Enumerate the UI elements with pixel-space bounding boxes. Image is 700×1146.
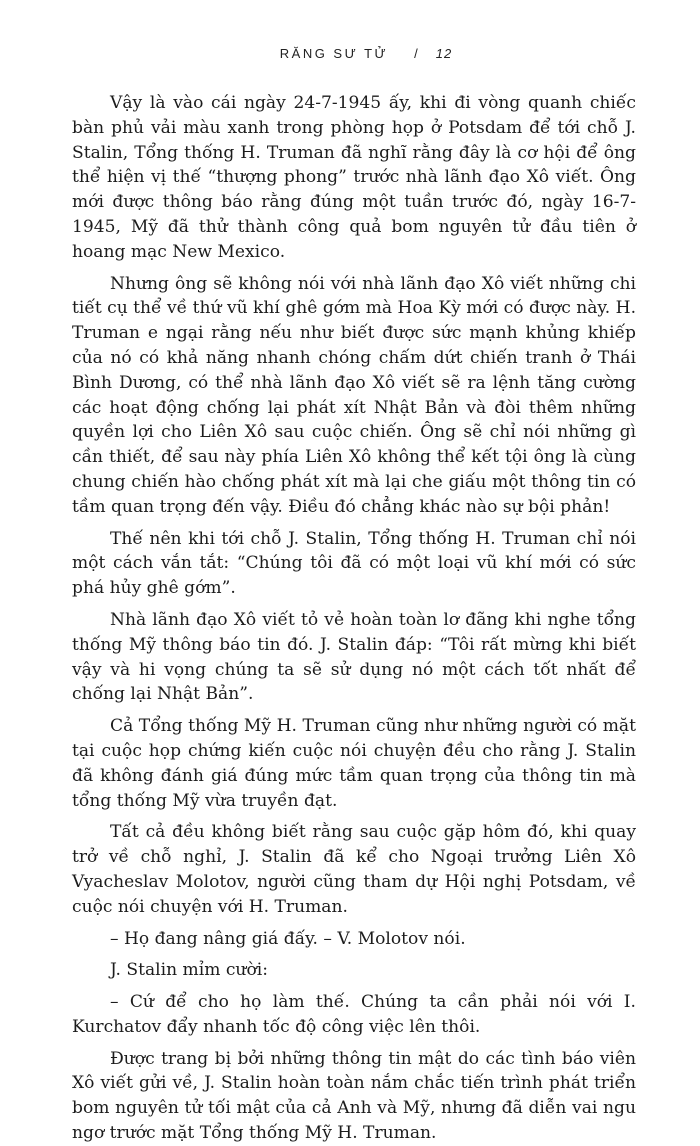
dialogue-line: – Họ đang nâng giá đấy. – V. Molotov nói.: [110, 928, 466, 949]
paragraph: Được trang bị bởi những thông tin mật do các tình báo viên Xô viết gửi về, J. Stalin hoàn toàn nắm chắc tiến trình phát triển bom nguyên tử tối mật của cả Anh và Mỹ, nhưng đã diễn vai ngu ngơ trước mặt Tổng thống Mỹ H. Truman.: [72, 1048, 636, 1144]
body-text: [72, 91, 636, 1146]
header-separator: /: [414, 46, 418, 61]
paragraph: Tất cả đều không biết rằng sau cuộc gặp hôm đó, khi quay trở về chỗ nghỉ, J. Stalin đã kể cho Ngoại trưởng Liên Xô Vyacheslav Molotov, người cũng tham dự Hội nghị Potsdam, về cuộc nói chuyện với H. Truman.: [72, 822, 636, 917]
dialogue-line: – Cứ để cho họ làm thế. Chúng ta cần phải nói với I. Kurchatov đẩy nhanh tốc độ công việc lên thôi.: [72, 992, 636, 1037]
book-title: RĂNG SƯ TỬ: [279, 46, 389, 61]
paragraph: Nhà lãnh đạo Xô viết tỏ vẻ hoàn toàn lơ đãng khi nghe tổng thống Mỹ thông báo tin đó. J. Stalin đáp: “Tôi rất mừng khi biết vậy và hi vọng chúng ta sẽ sử dụng nó một cách tốt nhất để chống lại Nhật Bản”.: [72, 609, 636, 705]
paragraph: Cả Tổng thống Mỹ H. Truman cũng như những người có mặt tại cuộc họp chứng kiến cuộc nói chuyện đều cho rằng J. Stalin đã không đánh giá đúng mức tầm quan trọng của thông tin mà tổng thống Mỹ vừa truyền đạt.: [72, 716, 636, 811]
page-number: 12: [435, 46, 453, 61]
paragraph: Vậy là vào cái ngày 24-7-1945 ấy, khi đi vòng quanh chiếc bàn phủ vải màu xanh trong phòng họp ở Potsdam để tới chỗ J. Stalin, Tổng thống H. Truman đã nghĩ rằng đây là cơ hội để ông thể hiện vị thế “thượng phong” trước nhà lãnh đạo Xô viết. Ông mới được thông báo rằng đúng một tuần trước đó, ngày 16-7-1945, Mỹ đã thử thành công quả bom nguyên tử đầu tiên ở hoang mạc New Mexico.: [72, 93, 636, 262]
paragraph: Nhưng ông sẽ không nói với nhà lãnh đạo Xô viết những chi tiết cụ thể về thứ vũ khí ghê gớm mà Hoa Kỳ mới có được này. H. Truman e ngại rằng nếu như biết được sức mạnh khủng khiếp của nó có khả năng nhanh chóng chấm dứt chiến tranh ở Thái Bình Dương, có thể nhà lãnh đạo Xô viết sẽ ra lệnh tăng cường các hoạt động chống lại phát xít Nhật Bản và đòi thêm những quyền lợi cho Liên Xô sau cuộc chiến. Ông sẽ chỉ nói những gì cần thiết, để sau này phía Liên Xô không thể kết tội ông là cùng chung chiến hào chống phát xít mà lại che giấu một thông tin có tầm quan trọng đến vậy. Điều đó chẳng khác nào sự bội phản!: [72, 273, 636, 517]
running-header: [72, 46, 636, 61]
paragraph: Thế nên khi tới chỗ J. Stalin, Tổng thống H. Truman chỉ nói một cách vắn tắt: “Chúng tôi đã có một loại vũ khí mới có sức phá hủy ghê gớm”.: [72, 528, 636, 599]
paragraph: J. Stalin mỉm cười:: [110, 960, 268, 981]
